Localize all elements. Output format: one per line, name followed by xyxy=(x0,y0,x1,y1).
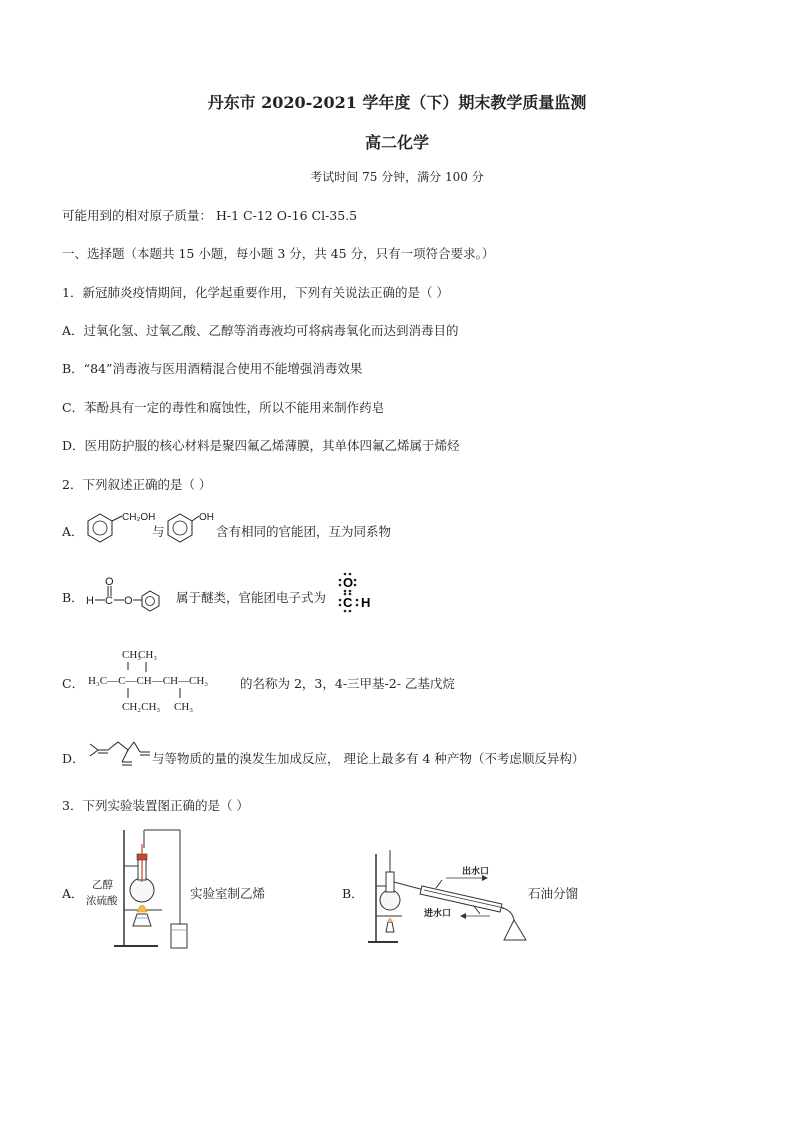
formate-c: C xyxy=(105,595,113,607)
phenyl-formate-structure xyxy=(86,576,176,612)
q3-option-a-label: A． xyxy=(62,886,84,901)
exam-time-info: 考试时间 75 分钟，满分 100 分 xyxy=(310,170,484,184)
q2-option-b-text: 属于醚类，官能团电子式为 xyxy=(176,590,327,605)
dot-o: O xyxy=(343,575,354,590)
q1-stem: 1．新冠肺炎疫情期间，化学起重要作用，下列有关说法正确的是（ ） xyxy=(62,285,449,300)
q2-option-a-label: A． xyxy=(62,524,84,539)
benzyl-alcohol-structure xyxy=(86,512,156,548)
q2-option-d-text: 与等物质的量的溴发生加成反应， 理论上最多有 4 种产物（不考虑顺反异构） xyxy=(152,751,585,766)
formate-o-double: O xyxy=(105,576,114,588)
phenol-sub-label: OH xyxy=(199,512,214,523)
formate-o: O xyxy=(124,595,133,607)
q2-stem: 2．下列叙述正确的是（ ） xyxy=(62,477,212,492)
water-outlet-label: 出水口 xyxy=(462,867,490,877)
q2-option-c-label: C． xyxy=(62,676,85,691)
phenol-structure xyxy=(166,512,216,548)
atomic-masses: 可能用到的相对原子质量： H-1 C-12 O-16 Cl-35.5 xyxy=(62,208,358,223)
q2-option-a-text: 含有相同的官能团，互为同系物 xyxy=(216,524,392,539)
benzyl-sub-label: CH₂OH xyxy=(122,512,156,523)
formate-h: H xyxy=(86,595,94,607)
alkane-top-ch3: CH₃ xyxy=(122,649,142,661)
ethylene-apparatus xyxy=(84,826,194,954)
dot-c: C xyxy=(343,595,353,610)
q1-option-a: A．过氧化氢、过氧乙酸、乙醇等消毒液均可将病毒氧化而达到消毒目的 xyxy=(62,323,459,338)
q1-option-d: D．医用防护服的核心材料是聚四氟乙烯薄膜，其单体四氟乙烯属于烯烃 xyxy=(62,438,460,453)
dot-h: H xyxy=(361,595,371,610)
q3-option-b-label: B． xyxy=(342,886,364,901)
reagent-ethanol: 乙醇 xyxy=(92,879,113,891)
alkane-bottom-ethyl: CH₂CH₃ xyxy=(122,701,161,713)
q3-stem: 3．下列实验装置图正确的是（ ） xyxy=(62,798,249,813)
q2-with: 与 xyxy=(152,524,165,539)
q2-option-d-label: D． xyxy=(62,751,85,766)
section-one-heading: 一、选择题（本题共 15 小题，每小题 3 分，共 45 分，只有一项符合要求。） xyxy=(62,246,495,261)
alkane-top-ch3-b: CH₃ xyxy=(138,649,158,661)
alkane-main-chain: H₃C—C—CH—CH—CH₃ xyxy=(88,675,209,687)
water-inlet-label: 进水口 xyxy=(424,909,452,919)
q3-option-b-desc: 石油分馏 xyxy=(528,886,579,901)
q2-option-c-text: 的名称为 2，3，4-三甲基-2- 乙基戊烷 xyxy=(240,676,455,691)
alkane-structure xyxy=(84,646,244,716)
q3-option-a-desc: 实验室制乙烯 xyxy=(190,886,266,901)
alkane-bottom-ch3: CH₃ xyxy=(174,701,194,713)
exam-subject: 高二化学 xyxy=(364,133,429,152)
electron-dot-formula xyxy=(336,572,376,616)
reagent-sulfuric: 浓硫酸 xyxy=(86,895,118,907)
q1-option-c: C．苯酚具有一定的毒性和腐蚀性，所以不能用来制作药皂 xyxy=(62,400,385,415)
q2-option-b-label: B． xyxy=(62,590,84,605)
q1-option-b: B．“84”消毒液与医用酒精混合使用不能增强消毒效果 xyxy=(62,361,363,376)
triene-skeletal-structure xyxy=(88,740,152,770)
exam-title: 丹东市 2020-2021 学年度（下）期末教学质量监测 xyxy=(207,93,587,112)
distillation-apparatus xyxy=(364,836,530,946)
